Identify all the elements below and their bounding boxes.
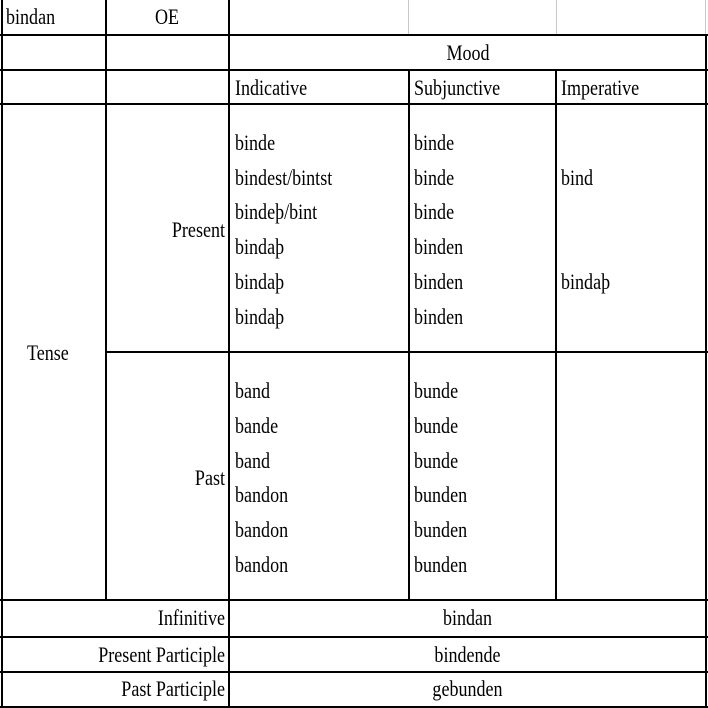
cell-a1: bindan — [6, 4, 56, 29]
form-cell: bunden — [414, 517, 468, 542]
present-participle-value: bindende — [434, 642, 501, 667]
form-cell: binde — [414, 165, 455, 190]
past-participle-label: Past Participle — [121, 676, 225, 701]
form-cell: bandon — [235, 482, 289, 507]
border-line — [105, 0, 107, 601]
col-header-imperative: Imperative — [561, 75, 640, 100]
form-cell: bindaþ — [235, 234, 285, 259]
form-cell: band — [235, 448, 271, 473]
border-line — [0, 671, 708, 673]
form-cell: bind — [561, 165, 594, 190]
past-label: Past — [194, 465, 225, 490]
border-line — [105, 351, 708, 353]
form-cell: bindeþ/bint — [235, 199, 318, 224]
mood-header: Mood — [446, 40, 490, 65]
form-cell: bandon — [235, 552, 289, 577]
form-cell: binden — [414, 234, 464, 259]
border-line — [408, 69, 410, 601]
form-cell: bunden — [414, 482, 468, 507]
border-line — [555, 69, 557, 601]
tense-label: Tense — [27, 340, 69, 365]
form-cell: bunde — [414, 448, 459, 473]
cell-b1: OE — [155, 4, 180, 29]
gridline — [705, 0, 706, 34]
gridline — [556, 0, 557, 34]
form-cell: binde — [235, 130, 276, 155]
form-cell: band — [235, 378, 271, 403]
col-header-indicative: Indicative — [235, 75, 308, 100]
form-cell: bunde — [414, 378, 459, 403]
present-participle-label: Present Participle — [98, 642, 225, 667]
past-participle-value: gebunden — [432, 676, 503, 701]
form-cell: bindaþ — [235, 269, 285, 294]
form-cell: binden — [414, 269, 464, 294]
border-line — [228, 0, 230, 708]
gridline — [408, 0, 409, 34]
form-cell: binden — [414, 304, 464, 329]
infinitive-label: Infinitive — [157, 605, 225, 630]
col-header-subjunctive: Subjunctive — [414, 75, 501, 100]
infinitive-value: bindan — [442, 605, 493, 630]
form-cell: bindaþ — [561, 269, 611, 294]
form-cell: binde — [414, 130, 455, 155]
form-cell: bindaþ — [235, 304, 285, 329]
form-cell: bande — [235, 413, 279, 438]
border-line — [1, 0, 3, 708]
form-cell: bandon — [235, 517, 289, 542]
form-cell: bunde — [414, 413, 459, 438]
form-cell: bunden — [414, 552, 468, 577]
present-label: Present — [171, 217, 225, 242]
form-cell: bindest/bintst — [235, 165, 333, 190]
form-cell: binde — [414, 199, 455, 224]
border-line — [0, 636, 708, 638]
border-line — [705, 34, 707, 708]
